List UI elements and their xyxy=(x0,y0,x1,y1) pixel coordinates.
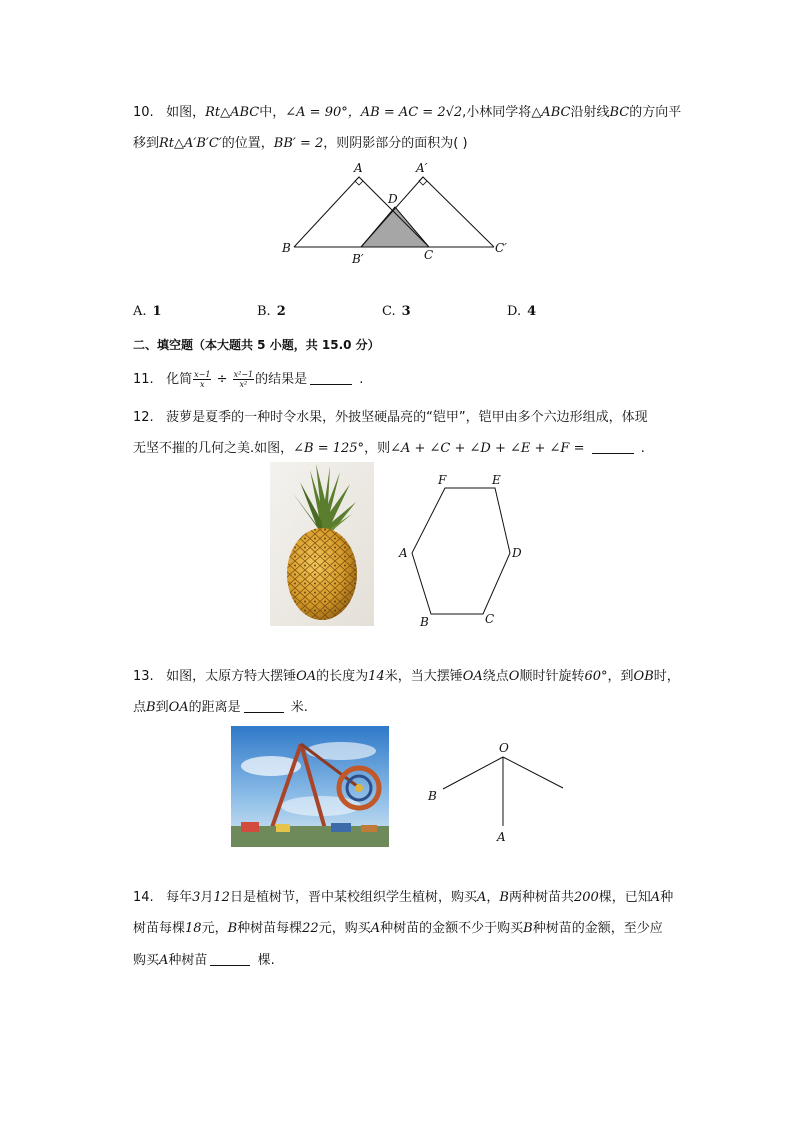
q14-text: ， xyxy=(486,890,500,905)
option-b xyxy=(257,304,286,319)
q10-math: Rt△ABC xyxy=(205,105,260,120)
section-title: 二、填空题（本大题共 5 小题，共 15.0 分） xyxy=(133,338,380,352)
option-d xyxy=(507,304,536,319)
label-a: A xyxy=(497,830,506,844)
label-a: A xyxy=(399,546,408,560)
q10-text: 沿射线 xyxy=(570,105,610,120)
q13-line-1 xyxy=(133,668,680,686)
q14-text: 两种树苗共 xyxy=(508,890,574,905)
q14-text: 购买 xyxy=(133,953,160,968)
q14-line-2 xyxy=(133,920,663,938)
hexagon xyxy=(412,488,510,614)
q10-text: 移到 xyxy=(133,136,160,151)
q13-text: 到 xyxy=(155,700,169,715)
q12-text: ，则 xyxy=(364,441,391,456)
q14-math: 12 xyxy=(213,890,230,905)
q14-line-3 xyxy=(133,952,275,970)
label-d: D xyxy=(388,192,398,206)
q13-math: OB xyxy=(633,669,654,684)
q10-text: 中， xyxy=(259,105,286,120)
q13-rotation-figure xyxy=(420,740,570,850)
fraction-denominator: x xyxy=(200,380,205,389)
pineapple-icon xyxy=(270,462,374,626)
option-value: 2 xyxy=(276,304,286,319)
q12-text: 菠萝是夏季的一种时令水果，外披坚硬晶亮的“铠甲”，铠甲由多个六边形组成，体现 xyxy=(166,410,648,425)
label-a: A xyxy=(354,161,363,175)
q11-text: . xyxy=(359,372,364,387)
q10-line-1 xyxy=(133,104,681,122)
answer-blank[interactable] xyxy=(592,441,634,454)
q12-hexagon-figure xyxy=(395,468,530,633)
divide-sign: ÷ xyxy=(216,372,228,387)
pendulum-ride-icon xyxy=(231,726,389,847)
q13-math: O xyxy=(508,669,520,684)
q10-math: BB′ = 2 xyxy=(273,136,324,151)
label-c-prime: C′ xyxy=(495,241,507,255)
q13-text: 的距离是 xyxy=(188,700,241,715)
q13-math: OA xyxy=(168,700,189,715)
q14-text: 棵. xyxy=(257,953,275,968)
segment-oc xyxy=(503,757,563,788)
q13-math: 60° xyxy=(584,669,608,684)
q14-text: 种 xyxy=(660,890,674,905)
q13-text: 如图，太原方特大摆锤 xyxy=(166,669,297,684)
segment-ob xyxy=(443,757,503,789)
q10-math: BC xyxy=(609,105,630,120)
q14-text: 每年 xyxy=(166,890,193,905)
q14-math: B xyxy=(499,890,509,905)
label-d: D xyxy=(512,546,522,560)
q10-text: 的位置， xyxy=(221,136,274,151)
q11-number: 11. xyxy=(133,372,154,387)
q13-math: 14 xyxy=(368,669,385,684)
q14-text: 树苗每棵 xyxy=(133,921,186,936)
answer-blank[interactable] xyxy=(244,700,284,713)
q14-math: B xyxy=(523,921,533,936)
q12-line-2 xyxy=(133,440,645,458)
option-letter: A. xyxy=(133,304,147,319)
answer-blank[interactable] xyxy=(210,953,250,966)
option-letter: B. xyxy=(257,304,271,319)
q14-text: 棵，已知 xyxy=(598,890,651,905)
q13-text: 顺时针旋转 xyxy=(519,669,585,684)
q10-math: Rt△A′B′C′ xyxy=(159,136,222,151)
q14-math: A xyxy=(159,953,169,968)
label-b-prime: B′ xyxy=(352,252,364,266)
option-value: 1 xyxy=(152,304,162,319)
q10-math: △ABC xyxy=(531,105,571,120)
q13-math: B xyxy=(146,700,156,715)
q13-text: 米，当大摆锤 xyxy=(384,669,463,684)
q10-triangle-figure xyxy=(270,155,530,270)
fraction-2 xyxy=(233,370,255,389)
label-f: F xyxy=(438,473,447,487)
q14-text: 月 xyxy=(200,890,214,905)
q14-math: 22 xyxy=(302,921,319,936)
q11-line xyxy=(133,370,363,389)
q14-math: A xyxy=(650,890,661,905)
q14-text: 种树苗 xyxy=(168,953,208,968)
q12-number: 12. xyxy=(133,410,154,425)
q12-line-1 xyxy=(133,409,648,427)
label-c: C xyxy=(424,248,434,262)
q14-line-1 xyxy=(133,889,673,907)
q10-text: ,小林同学将 xyxy=(462,105,532,120)
q10-line-2 xyxy=(133,135,468,153)
q13-text: 米. xyxy=(290,700,308,715)
label-o: O xyxy=(499,741,509,755)
option-a xyxy=(133,304,162,319)
q14-text: 日是植树节，晋中某校组织学生植树，购买 xyxy=(229,890,477,905)
q11-text: 的结果是 xyxy=(255,372,308,387)
q13-text: 时， xyxy=(653,669,680,684)
q14-math: 18 xyxy=(185,921,202,936)
label-e: E xyxy=(492,473,501,487)
q12-text: . xyxy=(640,441,645,456)
q14-text: 元，购买 xyxy=(318,921,371,936)
q10-text: 的方向平 xyxy=(629,105,682,120)
q13-line-2 xyxy=(133,699,308,717)
fraction-numerator: x−1 xyxy=(194,370,211,379)
right-angle-mark-a xyxy=(355,177,363,185)
q13-text: 绕点 xyxy=(482,669,509,684)
label-b: B xyxy=(282,241,291,255)
label-b: B xyxy=(420,615,429,629)
label-a-prime: A′ xyxy=(416,161,428,175)
q14-text: 种树苗的金额不少于购买 xyxy=(380,921,524,936)
pendulum-ride-photo xyxy=(231,726,389,847)
q14-math: A xyxy=(370,921,381,936)
label-b: B xyxy=(428,789,437,803)
q10-text: ，则阴影部分的面积为( ) xyxy=(323,136,468,151)
right-angle-mark-a2 xyxy=(419,177,427,185)
q13-text: ，到 xyxy=(607,669,634,684)
q14-math: B xyxy=(227,921,238,936)
q14-text: 元， xyxy=(201,921,228,936)
q10-math: ∠A = 90°，AB = AC = 2√2 xyxy=(285,105,463,120)
fraction-1 xyxy=(193,370,211,389)
q13-text: 的长度为 xyxy=(316,669,369,684)
q13-text: 点 xyxy=(133,700,147,715)
q11-text: 化简 xyxy=(166,372,193,387)
fraction-denominator: x² xyxy=(239,380,248,389)
q14-number: 14. xyxy=(133,890,154,905)
q13-math: OA xyxy=(462,669,483,684)
q12-math: ∠A + ∠C + ∠D + ∠E + ∠F = xyxy=(390,441,585,456)
q10-number: 10. xyxy=(133,105,154,120)
option-value: 4 xyxy=(527,304,537,319)
option-letter: D. xyxy=(507,304,522,319)
q12-text: 无坚不摧的几何之美.如图， xyxy=(133,441,294,456)
q13-math: OA xyxy=(296,669,317,684)
pineapple-photo xyxy=(270,462,374,626)
q14-text: 种树苗的金额，至少应 xyxy=(532,921,663,936)
q12-math: ∠B = 125° xyxy=(293,441,365,456)
q14-math: 200 xyxy=(573,890,599,905)
label-c: C xyxy=(485,612,495,626)
answer-blank[interactable] xyxy=(310,372,352,385)
q10-text: 如图， xyxy=(166,105,206,120)
option-value: 3 xyxy=(401,304,411,319)
q14-math: A xyxy=(476,890,487,905)
option-c xyxy=(382,304,411,319)
q14-math: 3 xyxy=(192,890,201,905)
q13-number: 13. xyxy=(133,669,154,684)
q14-text: 种树苗每棵 xyxy=(237,921,303,936)
fraction-numerator: x²−1 xyxy=(233,370,254,379)
option-letter: C. xyxy=(382,304,396,319)
